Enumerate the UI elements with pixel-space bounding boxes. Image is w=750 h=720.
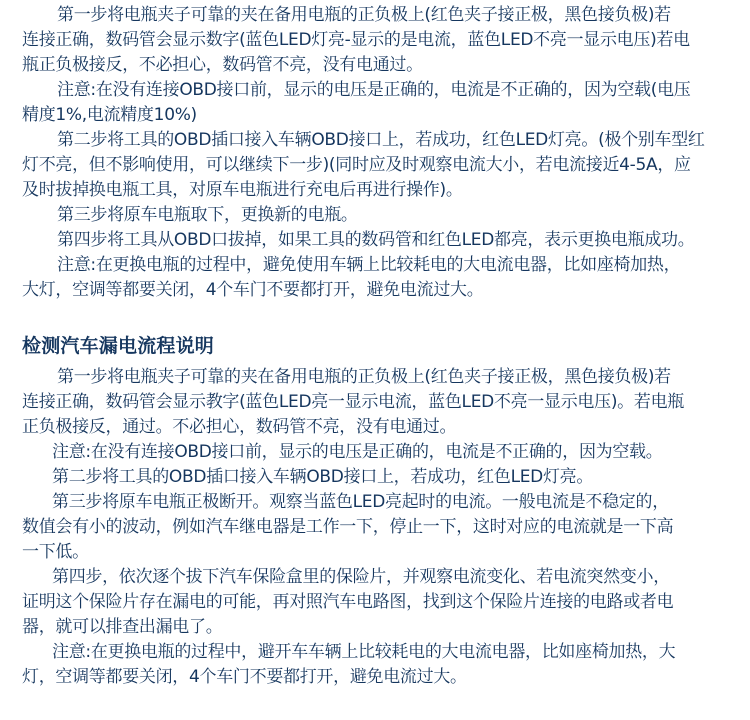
paragraph-line: 注意:在更换电瓶的过程中，避免使用车辆上比较耗电的大电流电器，比如座椅加热， [57,255,681,275]
document-page [22,0,736,690]
paragraph-line: 数值会有小的波动，例如汽车继电器是工作一下，停止一下，这时对应的电流就是一下高 [22,517,674,537]
paragraph-line: 第一步将电瓶夹子可靠的夹在备用电瓶的正负极上(红色夹子接正极，黑色接负极)若 [57,5,671,25]
section-spacer [22,303,736,331]
paragraph-line: 灯，空调等都要关闭，4个车门不要都打开，避免电流过大。 [22,667,467,687]
section-battery-replacement [22,0,736,303]
section-leakage-detection [22,331,736,690]
paragraph-line: 大灯，空调等都要关闭，4个车门不要都打开，避免电流过大。 [22,280,484,300]
paragraph-line: 及时拔掉换电瓶工具，对原车电瓶进行充电后再进行操作)。 [22,180,463,200]
paragraph-line: 灯不亮，但不影响使用，可以继续下一步)(同时应及时观察电流大小，若电流接近4-5A，应 [22,155,691,175]
paragraph-line: 证明这个保险片存在漏电的可能，再对照汽车电路图，找到这个保险片连接的电路或者电 [22,592,674,612]
paragraph-line: 注意:在没有连接OBD接口前，显示的电压是正确的，电流是不正确的，因为空载。 [52,442,663,462]
paragraph-line: 瓶正负极接反，不必担心，数码管不亮，没有电通过。 [22,55,423,75]
paragraph-line: 精度1%,电流精度10%) [22,105,197,125]
paragraph-line: 连接正确，数码管会显示教字(蓝色LED亮一显示电流，蓝色LED不亮一显示电压)。若电瓶 [22,392,684,412]
paragraph-line: 注意:在更换电瓶的过程中，避开车车辆上比较耗电的大电流电器，比如座椅加热，大 [52,642,676,662]
paragraph-line: 连接正确，数码管会显示数字(蓝色LED灯亮-显示的是电流，蓝色LED不亮一显示电压)若电 [22,30,690,50]
paragraph-line: 第三步将原车电瓶正极断开。观察当蓝色LED亮起时的电流。一般电流是不稳定的， [52,492,669,512]
paragraph-line: 第四步，依次逐个拔下汽车保险盒里的保险片，并观察电流变化、若电流突然变小， [52,567,670,587]
paragraph-line: 第二步将工具的OBD插口接入车辆OBD接口上，若成功，红色LED灯亮。 [52,467,594,487]
paragraph-line: 器，就可以排查出漏电了。 [22,617,223,637]
paragraph-line: 正负极接反，通过。不必担心，数码管不亮，没有电通过。 [22,417,457,437]
paragraph-line: 第四步将工具从OBD口拔掉，如果工具的数码管和红色LED都亮，表示更换电瓶成功。 [57,230,695,250]
paragraph-line: 注意:在没有连接OBD接口前，显示的电压是正确的，电流是不正确的，因为空载(电压 [57,80,691,100]
paragraph-line: 第二步将工具的OBD插口接入车辆OBD接口上，若成功，红色LED灯亮。(极个别车型红 [57,130,705,150]
paragraph-line: 第三步将原车电瓶取下，更换新的电瓶。 [57,205,358,225]
paragraph-line: 第一步将电瓶夹子可靠的夹在备用电瓶的正负极上(红色夹子接正极，黑色接负极)若 [57,367,671,387]
section-heading: 检测汽车漏电流程说明 [22,335,215,357]
paragraph-line: 一下低。 [22,542,89,562]
